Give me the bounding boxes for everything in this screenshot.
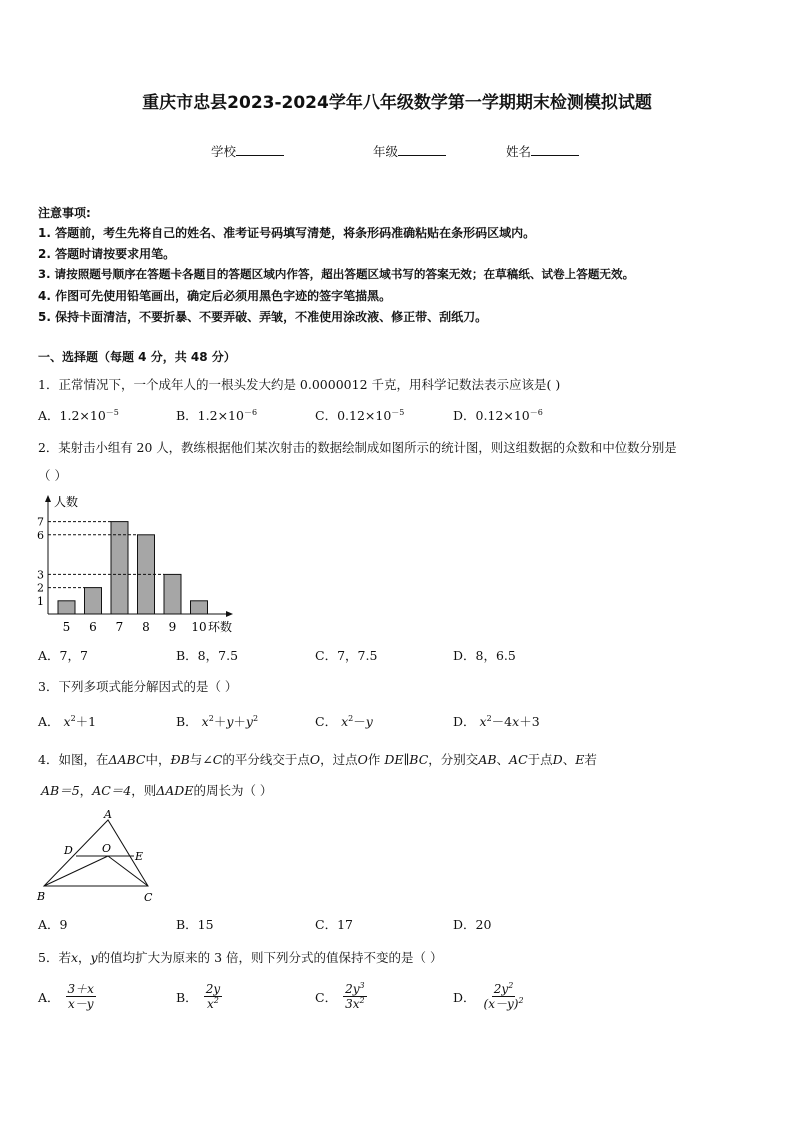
q1-b-exp: －6 [243,407,258,417]
label-o: O [102,842,112,855]
q5-b-fraction: $\frac{2y}{x^2}$ [205,982,221,1011]
q3-option-d[interactable]: D． $x^2-4x+3$ [453,713,540,729]
q1-option-b[interactable] [176,406,257,424]
x-tick-label: 5 [62,620,71,634]
y-axis-label: 人数 [54,495,79,509]
question-3-stem: 3．下列多项式能分解因式的是（ ） [38,679,238,694]
q5-option-b[interactable] [176,982,222,1011]
x-tick-label: 10 [191,620,207,634]
bar-9 [164,574,181,614]
question-4-stem-line2: AB＝5，AC＝4，则ΔADE的周长为（ ） [41,783,273,798]
notice-item: 2. 答题时请按要求用笔。 [38,247,176,261]
x-tick-label: 7 [115,620,124,634]
triangle-figure [34,806,164,906]
bar-7 [111,522,128,614]
page-title: 重庆市忠县2023-2024学年八年级数学第一学期期末检测模拟试题 [142,93,652,113]
x-tick-label: 8 [142,620,150,634]
q5-b-label: B． [176,989,198,1005]
section-heading: 一、选择题（每题 4 分，共 48 分） [38,350,236,364]
grade-field[interactable] [373,142,446,160]
q3-option-a[interactable]: A． $x^2+1$ [38,713,97,729]
name-label: 姓名 [506,144,532,159]
question-2-stem: 2．某射击小组有 20 人，教练根据他们某次射击的数据绘制成如图所示的统计图，则⁠这组数据的众数和中位数分别是 [38,440,677,455]
q3-option-c[interactable]: C． $x^2-y$ [315,713,373,729]
notice-item: 3. 请按照题号顺序在答题卡各题目的答题区域内作答，超出答题区域书写的答案无效；在草稿纸、试卷上答题无效。 [38,267,635,281]
q1-option-c[interactable] [315,406,404,424]
q5-option-a[interactable] [38,982,96,1011]
question-2-paren: （ ） [38,468,67,483]
triangle-abc [44,820,148,886]
q3-a-label: A． [38,714,60,729]
q5-a-label: A． [38,989,60,1005]
school-label: 学校 [211,144,237,159]
q1-a-exp: －5 [105,407,119,417]
bar-6 [85,588,102,614]
y-tick-label: 2 [37,581,44,595]
q4-option-a[interactable]: A．9 [38,917,68,932]
q3-option-b[interactable]: B． $x^2+y+y^2$ [176,713,259,729]
q5-a-fraction: $\frac{3+x}{x-y}$ [67,982,94,1011]
q5-option-d[interactable] [453,982,526,1011]
y-tick-label: 1 [37,594,44,608]
notice-heading: 注意事项: [38,206,91,220]
label-d: D [64,844,73,857]
question-4-stem: 4．如图，在ΔABC中，ÐB与∠C的平分线交于点O，过点O作 DE∥BC，分别交AB、AC于点D、E若 [38,752,597,767]
q5-d-label: D． [453,989,476,1005]
y-axis-arrow [45,495,51,502]
q3-c-label: C． [315,714,338,729]
q4-option-d[interactable]: D．20 [453,917,492,932]
x-axis-arrow [226,611,233,617]
notice-item: 5. 保持卡面清洁，不要折暴、不要弄破、弄皱，不准使用涂改液、修正带、刮纸刀。 [38,310,488,324]
x-tick-label: 6 [89,620,97,634]
label-a: A [104,808,112,821]
school-field[interactable] [211,142,284,160]
q1-option-d[interactable] [453,406,543,424]
q1-a-text: A．1.2×10 [38,408,106,423]
name-field[interactable] [506,142,579,160]
q2-option-a[interactable]: A．7，7 [38,648,88,663]
q2-option-c[interactable]: C．7，7.5 [315,648,378,663]
q1-d-exp: －6 [529,407,543,417]
x-axis-label: 环数 [208,620,233,634]
y-tick-label: 7 [37,515,44,529]
question-1-stem: 1．正常情况下，一个成年人的一根头发大约是 0.0000012 千克，用科学记数法表示应该是( ) [38,377,561,392]
q4-option-c[interactable]: C．17 [315,917,353,932]
q5-option-c[interactable] [315,982,367,1011]
q4-option-b[interactable]: B．15 [176,917,214,932]
q1-c-text: C．0.12×10 [315,408,392,423]
q3-d-label: D． [453,714,476,729]
notice-item: 1. 答题前，考生先将自己的姓名、准考证号码填写清楚，将条形码准确粘贴在条形码区域内。 [38,226,536,240]
school-blank[interactable] [236,143,284,156]
label-c: C [144,891,153,904]
q2-option-d[interactable]: D．8，6.5 [453,648,516,663]
grade-blank[interactable] [398,143,446,156]
bar-chart [30,492,250,638]
q1-d-text: D．0.12×10 [453,408,530,423]
bar-5 [58,601,75,614]
notice-item: 4. 作图可先使用铅笔画出，确定后必须用黑色字迹的签字笔描黑。 [38,289,392,303]
q5-c-fraction: $\frac{2y^3}{3x^2}$ [345,981,365,1011]
segment-bo [44,856,108,886]
q1-b-text: B．1.2×10 [176,408,244,423]
bar-10 [191,601,208,614]
y-tick-label: 6 [37,528,44,542]
q1-option-a[interactable] [38,406,119,424]
question-5-stem: 5．若x，y的值均扩大为原来的 3 倍，则下列分式的值保持不变的是（ ） [38,950,443,965]
q1-c-exp: －5 [391,407,405,417]
q5-c-label: C． [315,989,338,1005]
grade-label: 年级 [373,144,399,159]
name-blank[interactable] [531,143,579,156]
q5-d-fraction: $\frac{2y^2}{(x-y)^2}$ [483,981,524,1011]
label-b: B [37,890,46,903]
y-tick-label: 3 [37,568,44,582]
q3-b-label: B． [176,714,198,729]
x-tick-label: 9 [168,620,177,634]
label-e: E [135,850,144,863]
q2-option-b[interactable]: B．8，7.5 [176,648,239,663]
